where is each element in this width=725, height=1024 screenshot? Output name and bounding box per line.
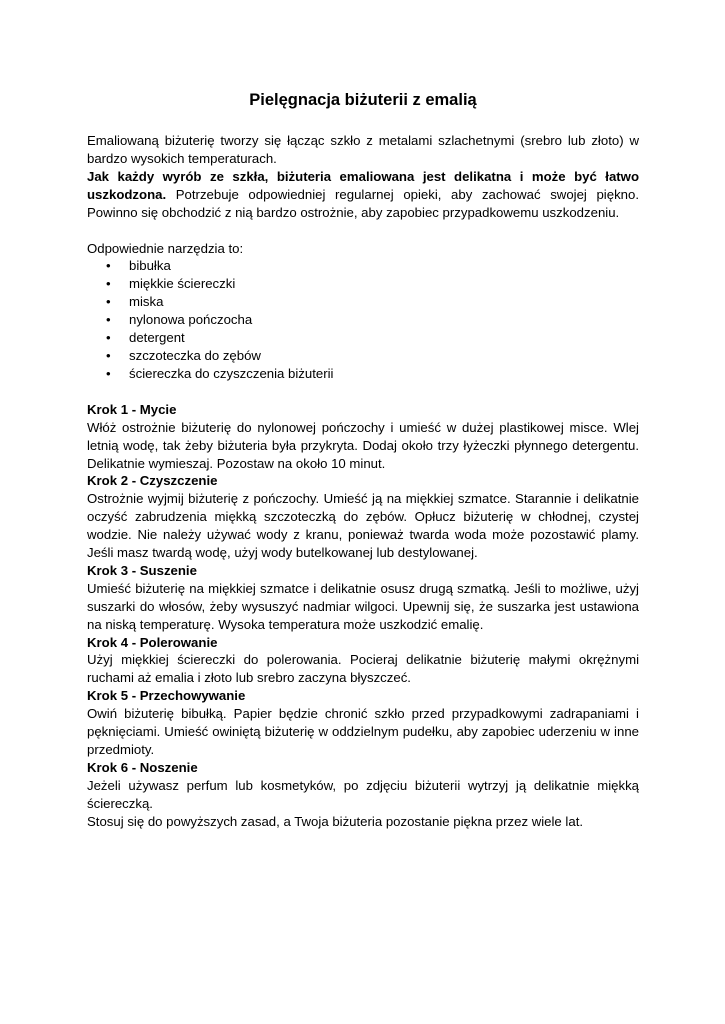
step-title: Krok 2 - Czyszczenie	[87, 473, 218, 489]
step-text: Włóż ostrożnie biżuterię do nylonowej pończochy i umieść w dużej plastikowej misce. Wlej letnią wodę, tak żeby biżuteria była przykryta. Dodaj około trzy łyżeczki płynnego detergentu. Delikatnie wymieszaj. Pozostaw na około 10 minut.	[87, 419, 639, 471]
tools-list-item: • szczoteczka do zębów	[129, 347, 639, 365]
step-title: Krok 1 - Mycie	[87, 401, 177, 417]
tools-list-item: • nylonowa pończocha	[129, 311, 639, 329]
step-title: Krok 3 - Suszenie	[87, 562, 197, 578]
tools-list	[87, 257, 639, 382]
step-title: Krok 4 - Polerowanie	[87, 634, 218, 650]
step-title: Krok 5 - Przechowywanie	[87, 688, 246, 704]
document-page	[87, 90, 639, 831]
document-title: Pielęgnacja biżuterii z emalią	[249, 91, 477, 109]
step-text: Użyj miękkiej ściereczki do polerowania. Pocieraj delikatnie biżuterię małymi okrężnymi ruchami aż emalia i złoto lub srebro zaczyna błyszczeć.	[87, 652, 639, 686]
step-text: Umieść biżuterię na miękkiej szmatce i delikatnie osusz drugą szmatką. Jeśli to możliwe, użyj suszarki do włosów, żeby wysuszyć nadmiar wilgoci. Upewnij się, że suszarka jest ustawiona na niską temperaturę. Wysoka temperatura może uszkodzić emalię.	[87, 580, 639, 632]
step-text: Ostrożnie wyjmij biżuterię z pończochy. Umieść ją na miękkiej szmatce. Starannie i delikatnie oczyść zabrudzenia miękką szczoteczką do zębów. Opłucz biżuterię w chłodnej, czystej wodzie. Nie należy używać wody z kranu, ponieważ twarda woda może pozostawić plamy. Jeśli masz twardą wodę, użyj wody butelkowanej lub destylowanej.	[87, 491, 639, 561]
step-6	[87, 759, 639, 813]
tools-list-item: • miska	[129, 293, 639, 311]
step-4	[87, 634, 639, 688]
spacer	[87, 222, 639, 240]
intro-bold-statement: Jak każdy wyrób ze szkła, biżuteria emaliowana jest delikatna i może być łatwo uszkodzona.	[87, 168, 639, 202]
spacer	[87, 383, 639, 401]
tools-list-item: • detergent	[129, 329, 639, 347]
intro-paragraph-2-rest: Potrzebuje odpowiedniej regularnej opieki, aby zachować swojej piękno. Powinno się obchodzić z nią bardzo ostrożnie, aby zapobiec przypadkowemu uszkodzeniu.	[87, 186, 639, 220]
step-3	[87, 562, 639, 634]
step-5	[87, 687, 639, 759]
closing-paragraph: Stosuj się do powyższych zasad, a Twoja biżuteria pozostanie piękna przez wiele lat.	[87, 813, 584, 829]
step-2	[87, 472, 639, 562]
step-title: Krok 6 - Noszenie	[87, 759, 198, 775]
step-1	[87, 401, 639, 473]
intro-paragraph-1: Emaliowaną biżuterię tworzy się łącząc szkło z metalami szlachetnymi (srebro lub złoto) w bardzo wysokich temperaturach.	[87, 133, 639, 166]
step-text: Owiń biżuterię bibułką. Papier będzie chronić szkło przed przypadkowymi zadrapaniami i pęknięciami. Umieść owiniętą biżuterię w oddzielnym pudełku, aby zapobiec uderzeniu w inne przedmioty.	[87, 706, 639, 757]
tools-list-item: • miękkie ściereczki	[129, 275, 639, 293]
tools-heading: Odpowiednie narzędzia to:	[87, 240, 244, 256]
tools-list-item: • bibułka	[129, 257, 639, 275]
intro-paragraph-2	[87, 168, 639, 222]
tools-list-item: • ściereczka do czyszczenia biżuterii	[129, 365, 639, 383]
step-text: Jeżeli używasz perfum lub kosmetyków, po zdjęciu biżuterii wytrzyj ją delikatnie miękką ściereczką.	[87, 777, 639, 811]
